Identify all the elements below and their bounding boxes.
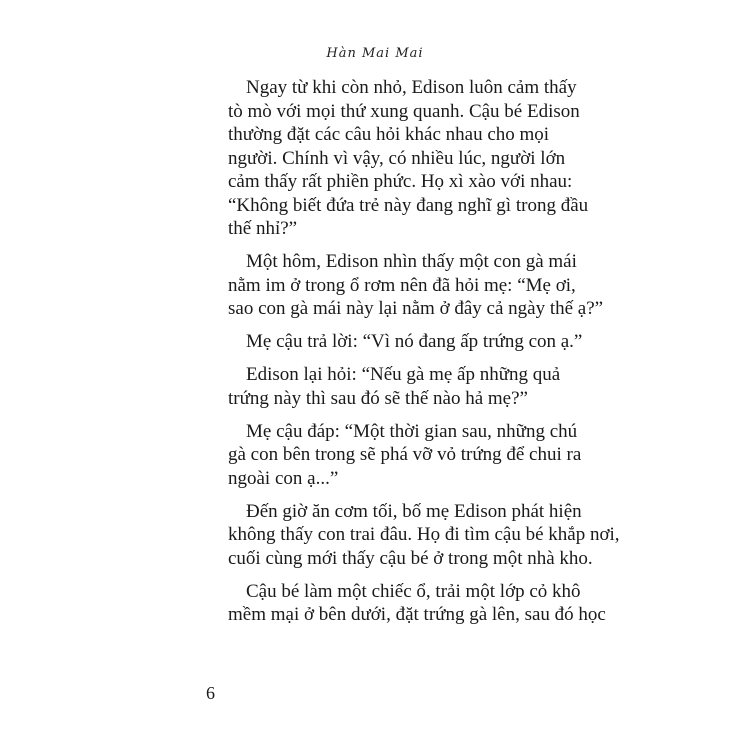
page-number: 6	[206, 683, 215, 703]
text-line: trứng này thì sau đó sẽ thế nào hả mẹ?”	[228, 387, 528, 409]
paragraph	[228, 580, 606, 627]
running-header: Hàn Mai Mai	[326, 46, 424, 61]
text-line: gà con bên trong sẽ phá vỡ vỏ trứng để chui ra	[228, 444, 582, 465]
text-line: không thấy con trai đâu. Họ đi tìm cậu bé khắp nơi,	[228, 524, 620, 545]
text-line: Cậu bé làm một chiếc ổ, trải một lớp cỏ khô	[246, 580, 581, 602]
text-line: Edison lại hỏi: “Nếu gà mẹ ấp những quả	[246, 364, 561, 385]
paragraph	[228, 250, 604, 321]
text-line: sao con gà mái này lại nằm ở đây cả ngày thế ạ?”	[228, 298, 604, 319]
paragraph	[228, 76, 600, 241]
text-line: Một hôm, Edison nhìn thấy một con gà mái	[246, 251, 577, 272]
text-line: thế nhỉ?”	[228, 218, 298, 239]
text-line: mềm mại ở bên dưới, đặt trứng gà lên, sau đó học	[228, 604, 606, 625]
text-line: “Không biết đứa trẻ này đang nghĩ gì trong đầu	[228, 194, 589, 216]
paragraph	[228, 420, 600, 491]
body-text	[228, 76, 620, 636]
text-line: ngoài con ạ...”	[228, 467, 339, 489]
paragraph	[228, 500, 620, 571]
text-line: Ngay từ khi còn nhỏ, Edison luôn cảm thấy	[246, 77, 577, 98]
text-line: thường đặt các câu hỏi khác nhau cho mọi	[228, 124, 550, 145]
text-line: Mẹ cậu đáp: “Một thời gian sau, những chú	[246, 420, 578, 442]
text-line: người. Chính vì vậy, có nhiều lúc, người lớn	[228, 147, 566, 169]
paragraph	[228, 363, 600, 410]
text-line: Đến giờ ăn cơm tối, bố mẹ Edison phát hiện	[246, 500, 582, 522]
text-line: tò mò với mọi thứ xung quanh. Cậu bé Edison	[228, 100, 580, 122]
text-line: cảm thấy rất phiền phức. Họ xì xào với nhau:	[228, 171, 573, 192]
paragraph	[228, 330, 600, 354]
text-line: nằm im ở trong ổ rơm nên đã hỏi mẹ: “Mẹ ơi,	[228, 274, 576, 296]
text-line: Mẹ cậu trả lời: “Vì nó đang ấp trứng con ạ.”	[246, 331, 583, 352]
text-line: cuối cùng mới thấy cậu bé ở trong một nhà kho.	[228, 547, 593, 569]
